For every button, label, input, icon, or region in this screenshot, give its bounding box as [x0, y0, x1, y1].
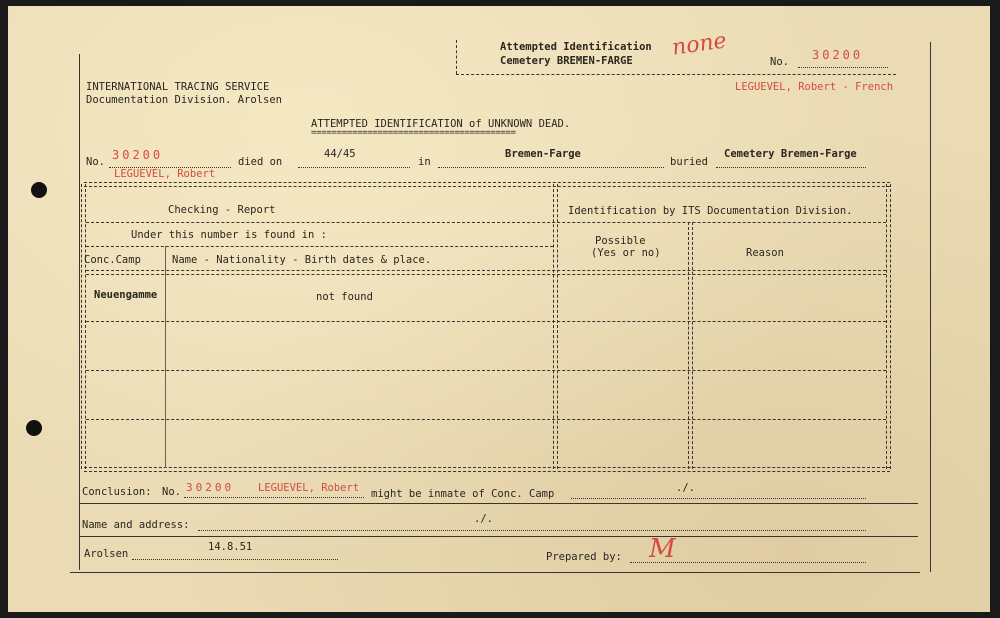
signature: M	[649, 534, 676, 564]
date-value: 14.8.51	[208, 541, 253, 553]
might-be-label: might be inmate of Conc. Camp	[371, 488, 555, 500]
name-address-rule	[80, 536, 918, 537]
frame-left	[79, 54, 80, 570]
conclusion-no-dots	[184, 497, 364, 498]
header-no-dots	[798, 67, 888, 68]
died-dots	[298, 167, 410, 168]
divider-checking-identification	[553, 184, 558, 469]
row-divider-2	[86, 370, 886, 371]
col-possible-header-1: Possible	[595, 235, 646, 247]
conclusion-label: Conclusion:	[82, 486, 152, 498]
row-divider-3	[86, 419, 886, 420]
record-no-value: 30200	[112, 148, 164, 162]
cemetery-line: Cemetery BREMEN-FARGE	[500, 55, 633, 67]
handwritten-none: none	[670, 28, 729, 61]
frame-right	[930, 42, 931, 572]
in-value: Bremen-Farge	[505, 148, 581, 160]
row-divider-1	[86, 321, 886, 322]
page-title: ATTEMPTED IDENTIFICATION of UNKNOWN DEAD.	[311, 118, 571, 130]
name-address-label: Name and address:	[82, 519, 190, 531]
date-dots	[132, 559, 338, 560]
died-label: died on	[238, 156, 283, 168]
frame-bottom	[70, 572, 920, 573]
camp-value: ./.	[676, 482, 695, 494]
checking-report-header: Checking - Report	[168, 204, 276, 216]
header-no-label: No.	[770, 56, 789, 68]
name-address-dots	[198, 530, 866, 531]
row-1-camp: Neuengamme	[94, 289, 158, 301]
column-header-divider	[86, 270, 886, 275]
conclusion-rule	[80, 503, 918, 504]
conclusion-no-value: 30200	[186, 481, 235, 494]
record-name-below: LEGUEVEL, Robert	[114, 168, 216, 180]
header-box-left	[456, 40, 457, 74]
col-camp-header: Conc.Camp	[84, 254, 141, 266]
col-reason-header: Reason	[746, 247, 784, 259]
died-value: 44/45	[324, 148, 356, 160]
under-number-label: Under this number is found in :	[131, 229, 327, 241]
title-underline: ========================================	[311, 128, 516, 138]
table-top-border	[84, 182, 890, 187]
punch-hole-top	[31, 182, 47, 198]
divider-possible-reason	[688, 222, 693, 469]
row-1-name: not found	[316, 291, 373, 303]
conclusion-no-label: No.	[162, 486, 181, 498]
buried-label: buried	[670, 156, 708, 168]
name-address-value: ./.	[474, 513, 493, 525]
person-right: LEGUEVEL, Robert - French	[735, 81, 894, 93]
table-right-border	[886, 184, 891, 469]
document-card	[8, 6, 990, 612]
buried-dots	[716, 167, 866, 168]
table-bottom-border	[84, 467, 890, 472]
identification-header: Identification by ITS Documentation Division.	[568, 205, 853, 217]
camp-dots	[571, 498, 866, 499]
in-label: in	[418, 156, 431, 168]
table-header-divider	[86, 222, 886, 223]
arolsen-label: Arolsen	[84, 548, 129, 560]
punch-hole-bottom	[26, 420, 42, 436]
conclusion-name: LEGUEVEL, Robert	[258, 482, 360, 494]
prepared-by-label: Prepared by:	[546, 551, 622, 563]
under-number-divider	[86, 246, 553, 247]
divider-camp-name	[165, 246, 166, 468]
header-no-value: 30200	[812, 48, 864, 62]
org-line-2: Documentation Division. Arolsen	[86, 94, 282, 106]
buried-value: Cemetery Bremen-Farge	[724, 148, 857, 160]
col-name-header: Name - Nationality - Birth dates & place.	[172, 254, 432, 266]
table-left-border	[81, 184, 86, 469]
in-dots	[438, 167, 664, 168]
attempted-identification-label: Attempted Identification	[500, 41, 652, 53]
col-possible-header-2: (Yes or no)	[591, 247, 661, 259]
org-line-1: INTERNATIONAL TRACING SERVICE	[86, 81, 270, 93]
record-no-label: No.	[86, 156, 105, 168]
header-box-bottom	[456, 74, 896, 75]
